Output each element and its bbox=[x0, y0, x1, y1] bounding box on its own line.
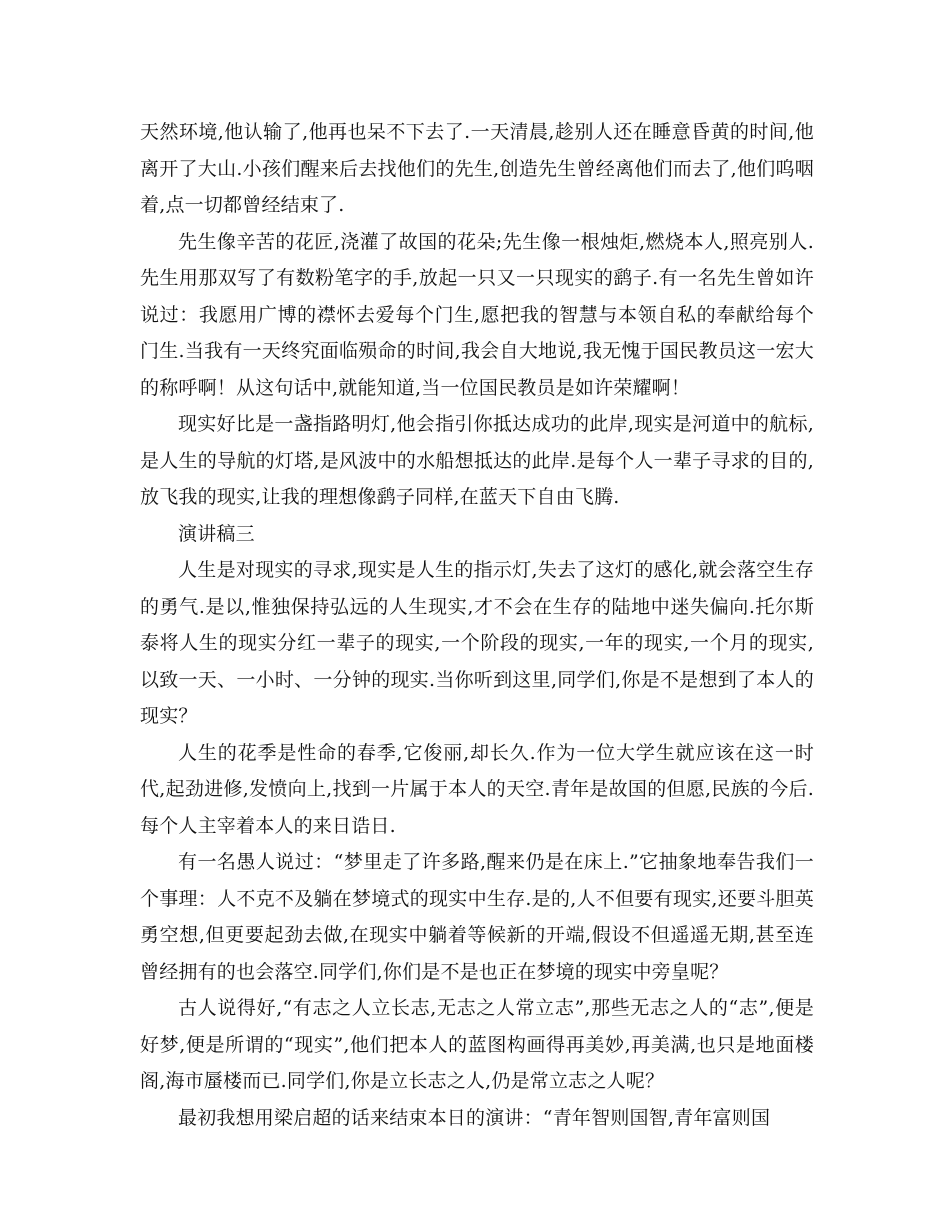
paragraph-4: 人生是对现实的寻求,现实是人生的指示灯,失去了这灯的感化,就会落空生存的勇气.是以,惟独保持弘远的人生现实,才不会在生存的陆地中迷失偏向.托尔斯泰将人生的现实分红一辈子的现实,一个阶段的现实,一年的现实,一个月的现实,以致一天、一小时、一分钟的现实.当你听到这里,同学们,你是不是想到了本人的现实？ bbox=[140, 559, 814, 727]
paragraph-8: 最初我想用梁启超的话来结束本日的演讲：“青年智则国智,青年富则国 bbox=[178, 1106, 771, 1129]
paragraph-2: 先生像辛苦的花匠,浇灌了故国的花朵;先生像一根烛炬,燃烧本人,照亮别人.先生用那双写了有数粉笔字的手,放起一只又一只现实的鹞子.有一名先生曾如许说过：我愿用广博的襟怀去爱每个门生,愿把我的智慧与本领自私的奉献给每个门生.当我有一天终究面临殒命的时间,我会自大地说,我无愧于国民教员这一宏大的称呼啊！从这句话中,就能知道,当一位国民教员是如许荣耀啊！ bbox=[140, 230, 814, 399]
paragraph-7: 古人说得好,“有志之人立长志,无志之人常立志”,那些无志之人的“志”,便是好梦,便是所谓的“现实”,他们把本人的蓝图构画得再美妙,再美满,也只是地面楼阁,海市蜃楼而已.同学们,你是立长志之人,仍是常立志之人呢？ bbox=[140, 997, 814, 1092]
section-heading: 演讲稿三 bbox=[178, 522, 255, 545]
paragraph-1: 天然环境,他认输了,他再也呆不下去了.一天清晨,趁别人还在睡意昏黄的时间,他离开了大山.小孩们醒来后去找他们的先生,创造先生曾经离他们而去了,他们呜咽着,点一切都曾经结束了. bbox=[140, 121, 814, 216]
paragraph-3: 现实好比是一盏指路明灯,他会指引你抵达成功的此岸,现实是河道中的航标,是人生的导航的灯塔,是风波中的水船想抵达的此岸.是每个人一辈子寻求的目的,放飞我的现实,让我的理想像鹞子同样,在蓝天下自由飞腾. bbox=[140, 413, 814, 508]
body-text bbox=[140, 114, 814, 1136]
paragraph-5: 人生的花季是性命的春季,它俊丽,却长久.作为一位大学生就应该在这一时代,起劲进修,发愤向上,找到一片属于本人的天空.青年是故国的但愿,民族的今后.每个人主宰着本人的来日诰日. bbox=[140, 741, 814, 837]
paragraph-6: 有一名愚人说过：“梦里走了许多路,醒来仍是在床上.”它抽象地奉告我们一个事理：人不克不及躺在梦境式的现实中生存.是的,人不但要有现实,还要斗胆英勇空想,但更要起劲去做,在现实中躺着等候新的开端,假设不但遥遥无期,甚至连曾经拥有的也会落空.同学们,你们是不是也正在梦境的现实中旁皇呢？ bbox=[140, 851, 814, 983]
